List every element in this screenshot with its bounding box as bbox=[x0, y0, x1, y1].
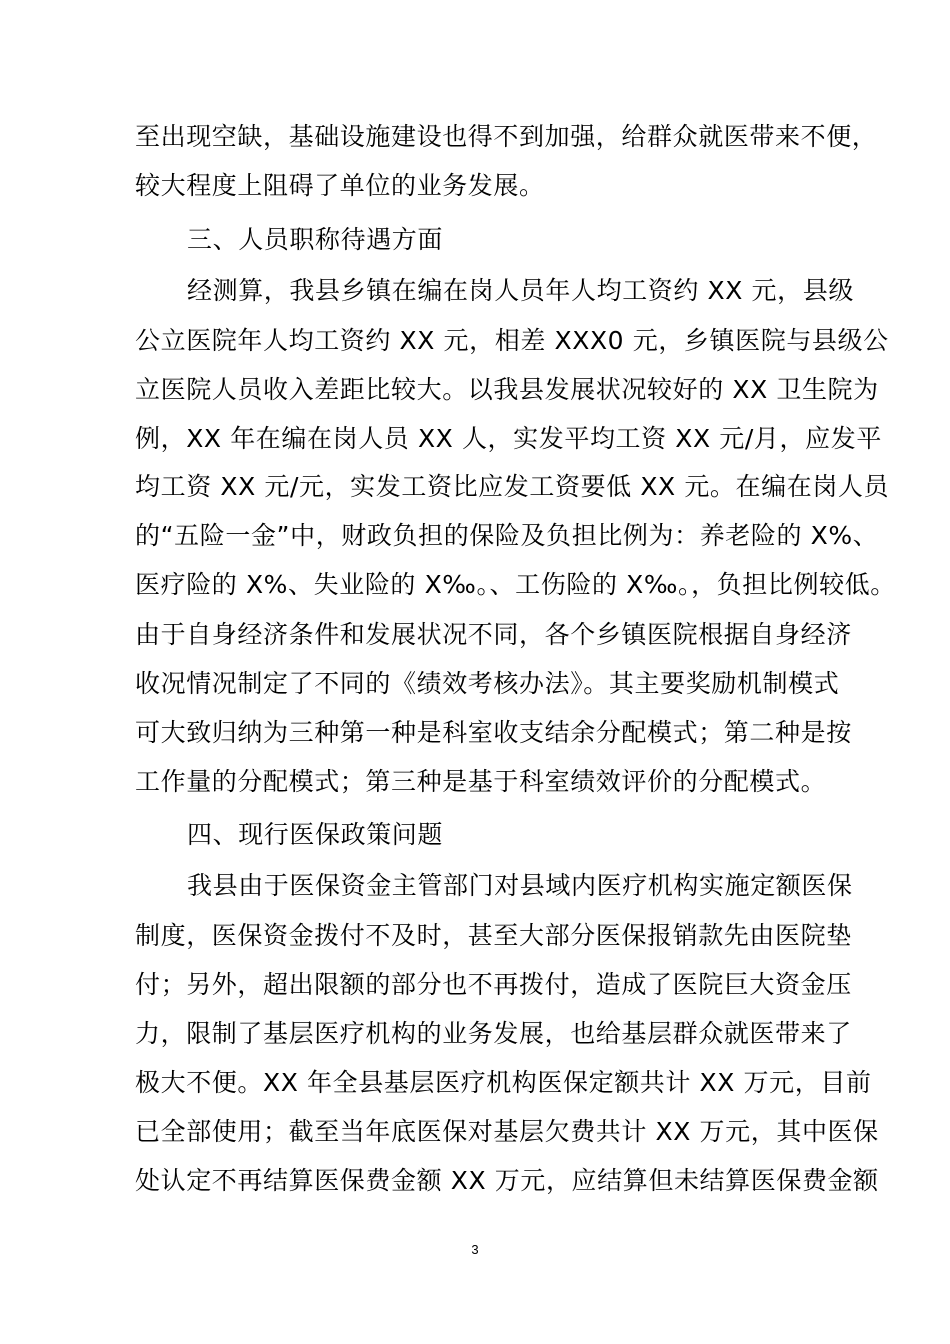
body-line: 可大致归纳为三种第一种是科室收支结余分配模式；第二种是按 bbox=[135, 718, 852, 747]
body-line: 经测算，我县乡镇在编在岗人员年人均工资约 XX 元，县级 bbox=[187, 276, 854, 305]
body-line: 较大程度上阻碍了单位的业务发展。 bbox=[135, 171, 545, 200]
body-line: 立医院人员收入差距比较大。以我县发展状况较好的 XX 卫生院为 bbox=[135, 375, 879, 404]
body-line: 制度，医保资金拨付不及时，甚至大部分医保报销款先由医院垫 bbox=[135, 921, 852, 950]
body-line: 工作量的分配模式；第三种是基于科室绩效评价的分配模式。 bbox=[135, 767, 827, 796]
body-line: 我县由于医保资金主管部门对县域内医疗机构实施定额医保 bbox=[187, 871, 853, 900]
body-line: 已全部使用；截至当年底医保对基层欠费共计 XX 万元，其中医保 bbox=[135, 1117, 879, 1146]
body-line: 付；另外，超出限额的部分也不再拨付，造成了医院巨大资金压 bbox=[135, 970, 852, 999]
body-line: 处认定不再结算医保费金额 XX 万元，应结算但未结算医保费金额 bbox=[135, 1166, 879, 1195]
body-line: 力，限制了基层医疗机构的业务发展，也给基层群众就医带来了 bbox=[135, 1019, 852, 1048]
body-line: 公立医院年人均工资约 XX 元，相差 XXX0 元，乡镇医院与县级公 bbox=[135, 326, 889, 355]
body-line: 例，XX 年在编在岗人员 XX 人，实发平均工资 XX 元/月，应发平 bbox=[135, 424, 882, 453]
body-line: 均工资 XX 元/元，实发工资比应发工资要低 XX 元。在编在岗人员 bbox=[135, 472, 890, 501]
body-line: 的“五险一金”中，财政负担的保险及负担比例为：养老险的 X%、 bbox=[135, 521, 879, 550]
body-line: 至出现空缺，基础设施建设也得不到加强，给群众就医带来不便， bbox=[135, 122, 878, 151]
section-heading: 四、现行医保政策问题 bbox=[187, 820, 444, 849]
body-line: 医疗险的 X%、失业险的 X‰。、工伤险的 X‰。，负担比例较低。 bbox=[135, 570, 896, 599]
body-line: 极大不便。XX 年全县基层医疗机构医保定额共计 XX 万元，目前 bbox=[135, 1068, 872, 1097]
page-number: 3 bbox=[471, 1242, 479, 1257]
body-line: 由于自身经济条件和发展状况不同，各个乡镇医院根据自身经济 bbox=[135, 620, 852, 649]
section-heading: 三、人员职称待遇方面 bbox=[187, 225, 444, 254]
body-line: 收况情况制定了不同的《绩效考核办法》。其主要奖励机制模式 bbox=[135, 669, 840, 698]
